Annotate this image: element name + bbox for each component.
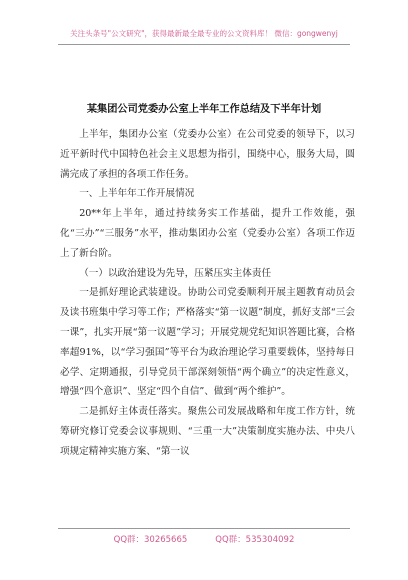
subsection-heading-1: （一）以政治建设为先导，压紧压实主体责任 [79, 267, 272, 279]
paragraph-theory: 一是抓好理论武装建设。协助公司党委顺利开展主题教育动员会及读书班集中学习等工作；严格落实“第一议题”制度，抓好支部“三会一课”，扎实开展“第一议题”学习；开展党规党纪知识答题比赛，合格率超91%，以“学习强国”等平台为政治理论学习重要载体，坚持每日必学、定期通报，引导党员干部深刻领悟“两个确立”的决定性意义，增强“四个意识”、坚定“四个自信”、做到“两个维护”。 [60, 287, 355, 398]
footer-divider [58, 528, 350, 529]
footer-qq-group-1: QQ群：30265665 [113, 535, 188, 545]
paragraph-responsibility: 二是抓好主体责任落实。聚焦公司发展战略和年度工作方针，统筹研究修订党委会议事规则、“三重一大”决策制度实施办法、中央八项规定精神实施方案、“第一议 [60, 406, 355, 457]
document-title: 某集团公司党委办公室上半年工作总结及下半年计划 [86, 103, 322, 115]
section-heading-1: 一、上半年年工作开展情况 [79, 188, 195, 200]
footer-note [0, 533, 408, 545]
paragraph-overview: 20**年上半年，通过持续务实工作基础，提升工作效能，强化“三办”“三服务”水平，推动集团办公室（党委办公室）各项工作迈上了新台阶。 [60, 208, 355, 259]
header-note: 关注头条号"公文研究"，获得最新最全最专业的公文资料库！ 微信：gongwenyj [70, 29, 338, 38]
footer-qq-group-2: QQ群：535304092 [215, 535, 295, 545]
header-divider [58, 44, 350, 45]
paragraph-intro: 上半年，集团办公室（党委办公室）在公司党委的领导下，以习近平新时代中国特色社会主义思想为指引，围绕中心，服务大局，圆满完成了承担的各项工作任务。 [60, 129, 355, 180]
document-body [60, 125, 355, 462]
